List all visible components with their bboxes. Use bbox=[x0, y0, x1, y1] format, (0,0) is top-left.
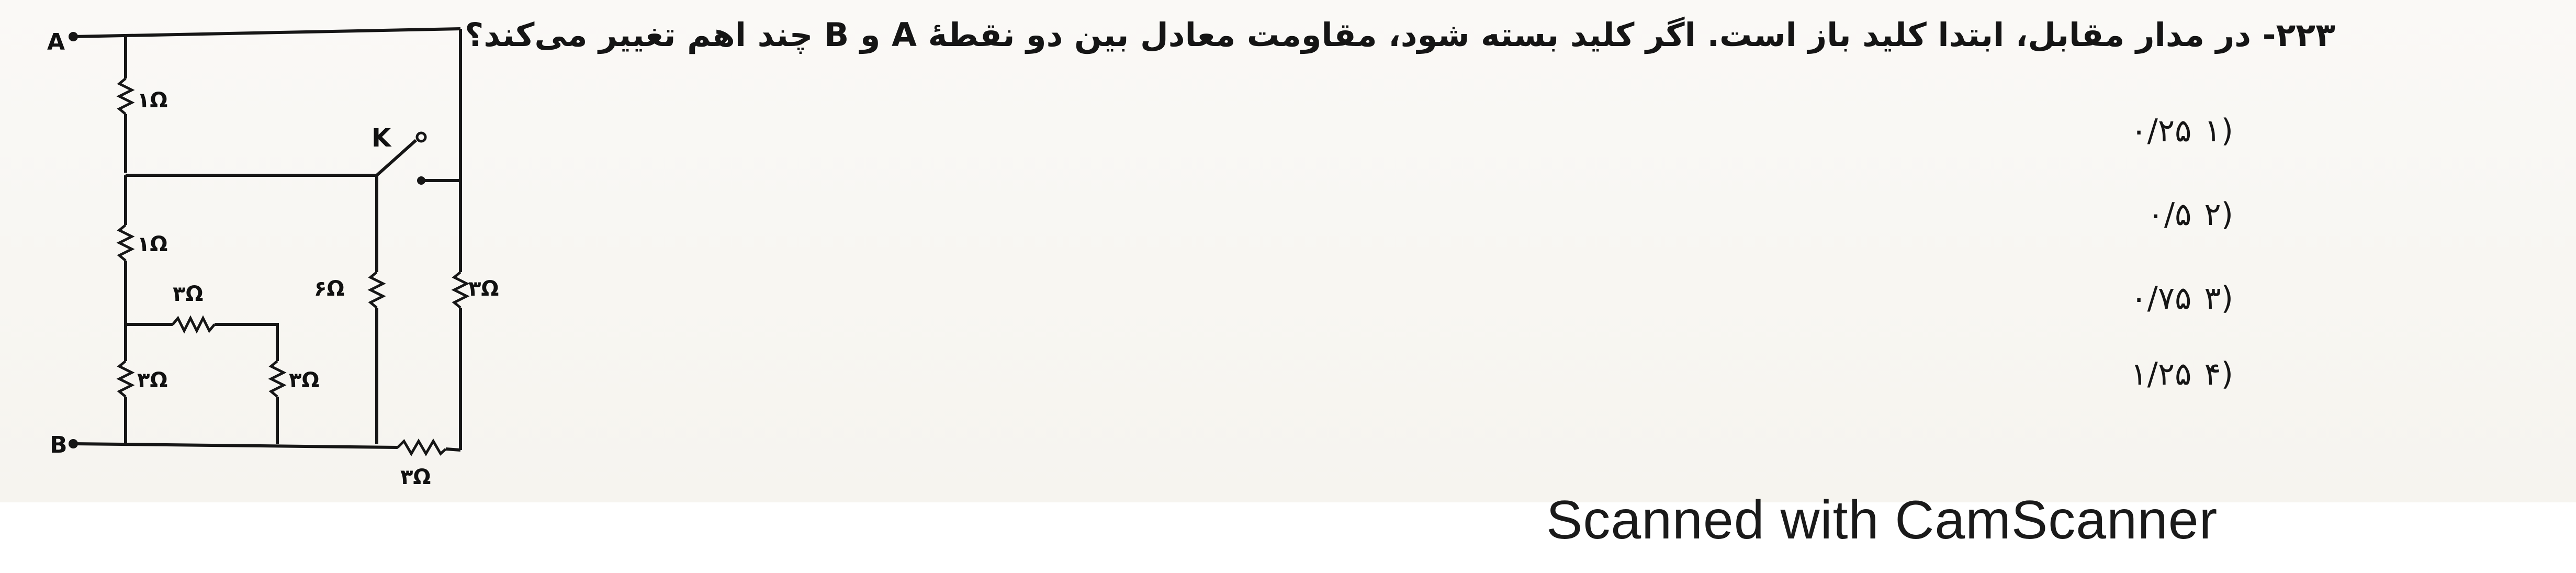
option-2 bbox=[2147, 196, 2233, 233]
question-number: ۲۲۳- bbox=[2262, 16, 2335, 54]
option-value: ۰/۷۵ bbox=[2130, 280, 2192, 317]
resistor-left-1ohm bbox=[119, 225, 132, 261]
label-r-top: ۱Ω bbox=[137, 88, 168, 113]
option-value: ۱/۲۵ bbox=[2130, 356, 2192, 392]
label-r-right: ۳Ω bbox=[468, 277, 499, 301]
node-b-label: B bbox=[50, 432, 68, 458]
option-number: (۳ bbox=[2204, 280, 2233, 317]
resistor-bridge-3ohm bbox=[173, 318, 215, 331]
resistor-6ohm bbox=[370, 272, 383, 308]
option-value: ۰/۵ bbox=[2147, 196, 2192, 233]
wire-bottom-right bbox=[446, 449, 460, 450]
resistor-bottom-3ohm bbox=[398, 441, 446, 454]
label-r-mid-lower: ۳Ω bbox=[289, 368, 320, 392]
node-a-terminal bbox=[69, 32, 78, 41]
label-r-left-upper: ۱Ω bbox=[137, 232, 168, 256]
question-line bbox=[465, 16, 2335, 54]
option-value: ۰/۲۵ bbox=[2130, 113, 2192, 149]
wire-top bbox=[73, 29, 460, 37]
camscanner-footer: Scanned with CamScanner bbox=[1546, 490, 2218, 550]
option-1 bbox=[2130, 113, 2233, 149]
option-4 bbox=[2130, 356, 2233, 392]
circuit-diagram bbox=[0, 0, 499, 502]
wire-bottom bbox=[73, 444, 398, 447]
option-number: (۱ bbox=[2204, 113, 2233, 149]
resistor-right-3ohm bbox=[454, 272, 467, 308]
label-r-bottom: ۳Ω bbox=[400, 465, 431, 489]
wire-bridge-right bbox=[215, 324, 277, 361]
option-number: (۲ bbox=[2204, 196, 2233, 233]
resistor-left-3ohm bbox=[119, 361, 132, 397]
label-r-left-lower: ۳Ω bbox=[137, 368, 168, 392]
resistor-mid-3ohm bbox=[271, 361, 284, 397]
label-r-six: ۶Ω bbox=[314, 277, 345, 301]
question-text: در مدار مقابل، ابتدا کلید باز است. اگر کلید بسته شود، مقاومت معادل بین دو نقطهٔ A و B چند اهم تغییر می‌کند؟ bbox=[465, 16, 2252, 54]
label-r-bridge: ۳Ω bbox=[173, 282, 204, 306]
resistor-top-1ohm bbox=[119, 78, 132, 114]
node-a-label: A bbox=[47, 29, 65, 55]
option-3 bbox=[2130, 280, 2233, 317]
switch-contact-top bbox=[417, 133, 425, 141]
option-number: (۴ bbox=[2204, 356, 2233, 392]
switch-label: K bbox=[372, 123, 391, 153]
